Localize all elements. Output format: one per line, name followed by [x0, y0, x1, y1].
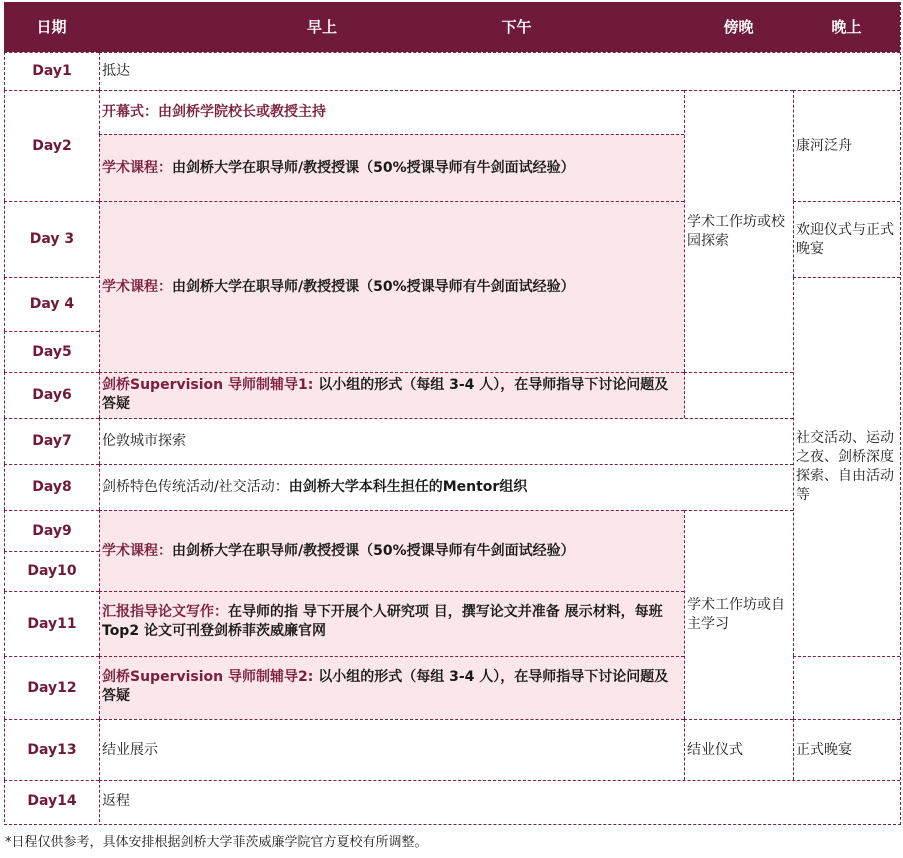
day-label-10: Day10 — [4, 551, 99, 591]
day6-dusk-empty — [684, 372, 793, 418]
day1-activity: 抵达 — [99, 52, 900, 90]
dusk-workshop-campus: 学术工作坊或校园探索 — [684, 90, 793, 372]
supervision-text: 以小组的形式（每组 3-4 人），在导师指导下讨论问题及答疑 — [102, 377, 669, 412]
footnote: *日程仅供参考，具体安排根据剑桥大学菲茨威廉学院官方夏校有所调整。 — [5, 835, 428, 850]
supervision-label: 剑桥Supervision 导师制辅导1: — [102, 377, 314, 393]
day2-opening — [99, 90, 684, 134]
evening-social-block: 社交活动、运动之夜、剑桥深度探索、自由活动等 — [793, 277, 900, 656]
report-text: 在导师的指 导下开展个人研究项 目，撰写论文并准备 展示材料，每班Top2 论文可刊登剑桥菲茨威廉官网 — [102, 604, 663, 639]
day13-activity: 结业展示 — [99, 719, 684, 780]
day8-bold: 由剑桥大学本科生担任的Mentor组织 — [288, 479, 528, 495]
day7-activity: 伦敦城市探索 — [99, 418, 793, 464]
supervision-text: 以小组的形式（每组 3-4 人），在导师指导下讨论问题及答疑 — [102, 669, 669, 704]
opening-label: 开幕式： — [102, 104, 158, 120]
day2-evening: 康河泛舟 — [793, 90, 900, 201]
course-label: 学术课程： — [102, 159, 172, 176]
header-morning: 早上 — [99, 2, 684, 52]
day8-prefix: 剑桥特色传统活动/社交活动： — [102, 479, 289, 495]
day-label-13: Day13 — [4, 719, 99, 780]
header-dusk: 傍晚 — [684, 2, 793, 52]
day3-evening: 欢迎仪式与正式晚宴 — [793, 201, 900, 277]
course-text: 由剑桥大学在职导师/教授授课（50%授课导师有牛剑面试经验） — [172, 278, 575, 295]
day12-supervision — [99, 656, 684, 719]
day-label-12: Day12 — [4, 656, 99, 719]
day9-10-course — [99, 510, 684, 591]
day13-evening: 正式晚宴 — [793, 719, 900, 780]
day-label-14: Day14 — [4, 780, 99, 822]
header-date: 日期 — [4, 2, 99, 52]
course-text: 由剑桥大学在职导师/教授授课（50%授课导师有牛剑面试经验） — [172, 542, 575, 559]
day-label-3: Day 3 — [4, 201, 99, 277]
day-label-5: Day5 — [4, 331, 99, 372]
day13-dusk: 结业仪式 — [684, 719, 793, 780]
course-label: 学术课程： — [102, 542, 172, 559]
day12-evening-empty — [793, 656, 900, 719]
day3-5-course — [99, 201, 684, 372]
opening-text: 由剑桥学院校长或教授主持 — [158, 104, 326, 120]
report-label: 汇报指导论文写作： — [102, 604, 228, 620]
day-label-6: Day6 — [4, 372, 99, 418]
dusk-workshop-selfstudy: 学术工作坊或自主学习 — [684, 510, 793, 719]
schedule-table — [4, 2, 901, 825]
header-afternoon: 下午 — [501, 17, 532, 36]
day-label-8: Day8 — [4, 464, 99, 510]
course-text: 由剑桥大学在职导师/教授授课（50%授课导师有牛剑面试经验） — [172, 159, 575, 176]
day6-supervision — [99, 372, 684, 418]
day2-course — [99, 134, 684, 201]
day-label-1: Day1 — [4, 52, 99, 90]
supervision-label: 剑桥Supervision 导师制辅导2: — [102, 669, 314, 685]
day14-activity: 返程 — [99, 780, 900, 822]
day11-report — [99, 591, 684, 656]
day-label-7: Day7 — [4, 418, 99, 464]
header-evening: 晚上 — [793, 2, 900, 52]
day-label-4: Day 4 — [4, 277, 99, 331]
day-label-9: Day9 — [4, 510, 99, 551]
day-label-2: Day2 — [4, 90, 99, 201]
day8-activity — [99, 464, 793, 510]
course-label: 学术课程： — [102, 278, 172, 295]
day-label-11: Day11 — [4, 591, 99, 656]
